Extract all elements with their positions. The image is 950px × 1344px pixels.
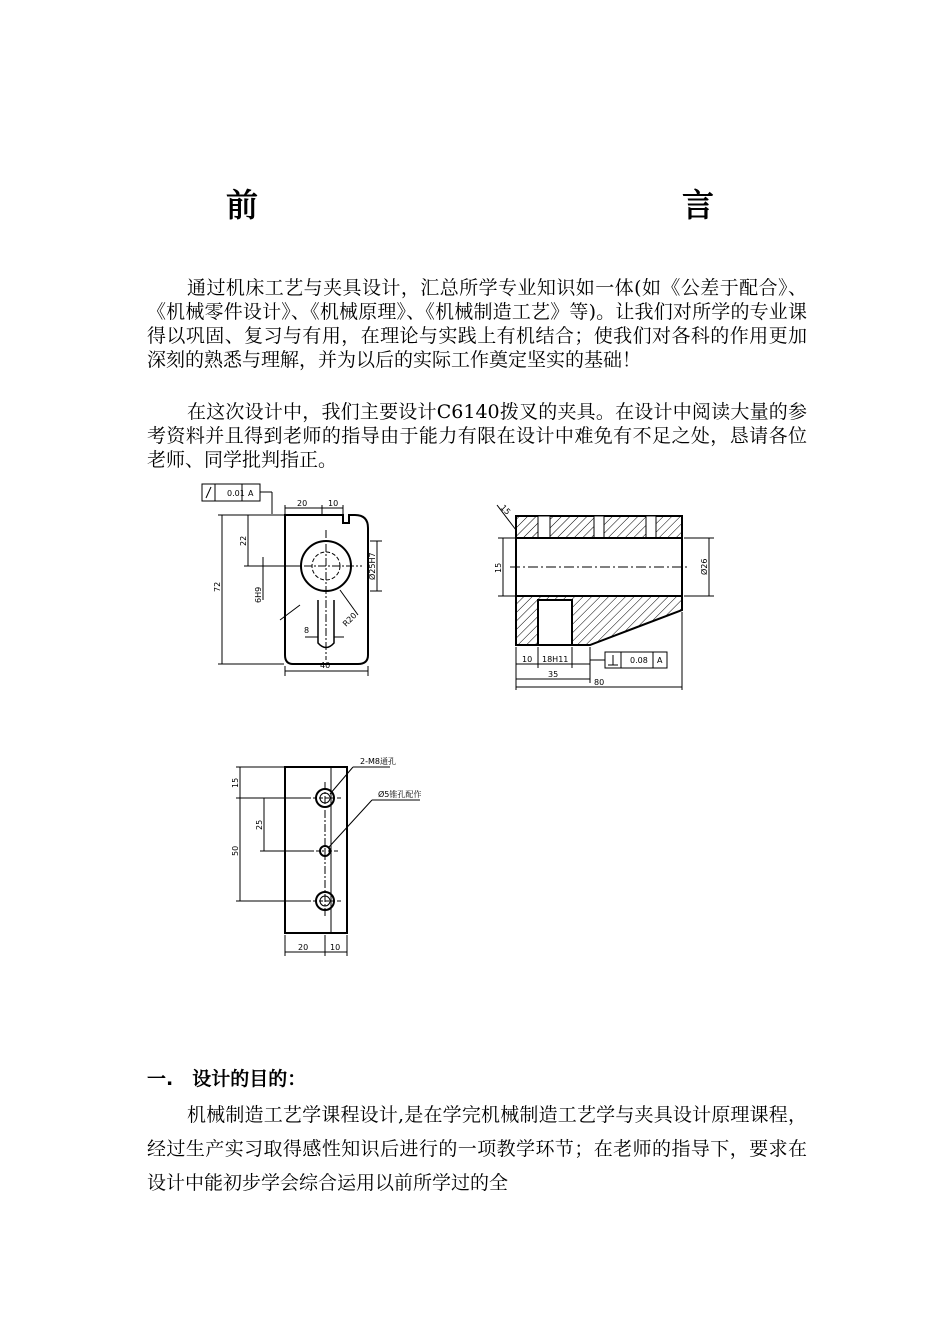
dim-15-top: 15 [231, 777, 240, 788]
dim-15-section: 15 [494, 562, 503, 573]
page-title: 前 言 [225, 186, 834, 224]
dim-35: 35 [548, 670, 559, 679]
fcf2-tolerance: 0.08 [630, 656, 648, 665]
dim-25: 25 [255, 819, 264, 830]
dim-50: 50 [231, 845, 240, 856]
dim-d26: Ø26 [700, 558, 709, 575]
dim-8: 8 [304, 626, 310, 635]
preface-paragraph-1: 通过机床工艺与夹具设计，汇总所学专业知识如一体(如《公差于配合》、《机械零件设计》、《机械原理》、《机械制造工艺》等)。让我们对所学的专业课得以巩固、复习与有用，在理论与实践上有机结合；使我们对各科的作用更加深刻的熟悉与理解，并为以后的实际工作奠定坚实的基础！ [147, 277, 807, 371]
dim-6h9: 6H9 [254, 586, 263, 603]
dim-10-top: 10 [330, 943, 341, 952]
dim-15-chamfer: 15 [498, 503, 513, 517]
front-view-labels [213, 489, 377, 670]
dim-22: 22 [239, 535, 248, 546]
note-m8-holes: 2-M8通孔 [360, 757, 396, 766]
dim-10-front: 10 [328, 499, 339, 508]
section-paragraph: 机械制造工艺学课程设计,是在学完机械制造工艺学与夹具设计原理课程，经过生产实习取得感性知识后进行的一项教学环节；在老师的指导下，要求在设计中能初步学会综合运用以前所学过的全 [147, 1104, 807, 1194]
fcf2-datum: A [657, 656, 663, 665]
section-heading: 一. 设计的目的： [147, 1068, 307, 1090]
top-view-labels [231, 756, 421, 952]
dim-20-top: 20 [298, 943, 309, 952]
dim-18h11: 18H11 [542, 655, 569, 664]
dim-20-front: 20 [297, 499, 308, 508]
dim-10-section: 10 [522, 655, 533, 664]
dim-r20: R20 [341, 610, 359, 629]
dim-72: 72 [213, 581, 222, 592]
preface-paragraph-2: 在这次设计中，我们主要设计C6140拨叉的夹具。在设计中阅读大量的参考资料并且得到老师的指导由于能力有限在设计中难免有不足之处，恳请各位老师、同学批判指正。 [147, 401, 807, 471]
dim-40: 40 [320, 661, 331, 670]
fcf1-datum: A [248, 489, 254, 498]
fcf1-tolerance: 0.01 [227, 489, 245, 498]
dim-80: 80 [594, 678, 605, 687]
dim-bore: Ø25H7 [368, 552, 377, 580]
note-pin-hole: Ø5锥孔配作 [378, 790, 422, 799]
front-view-drawing [202, 484, 382, 676]
